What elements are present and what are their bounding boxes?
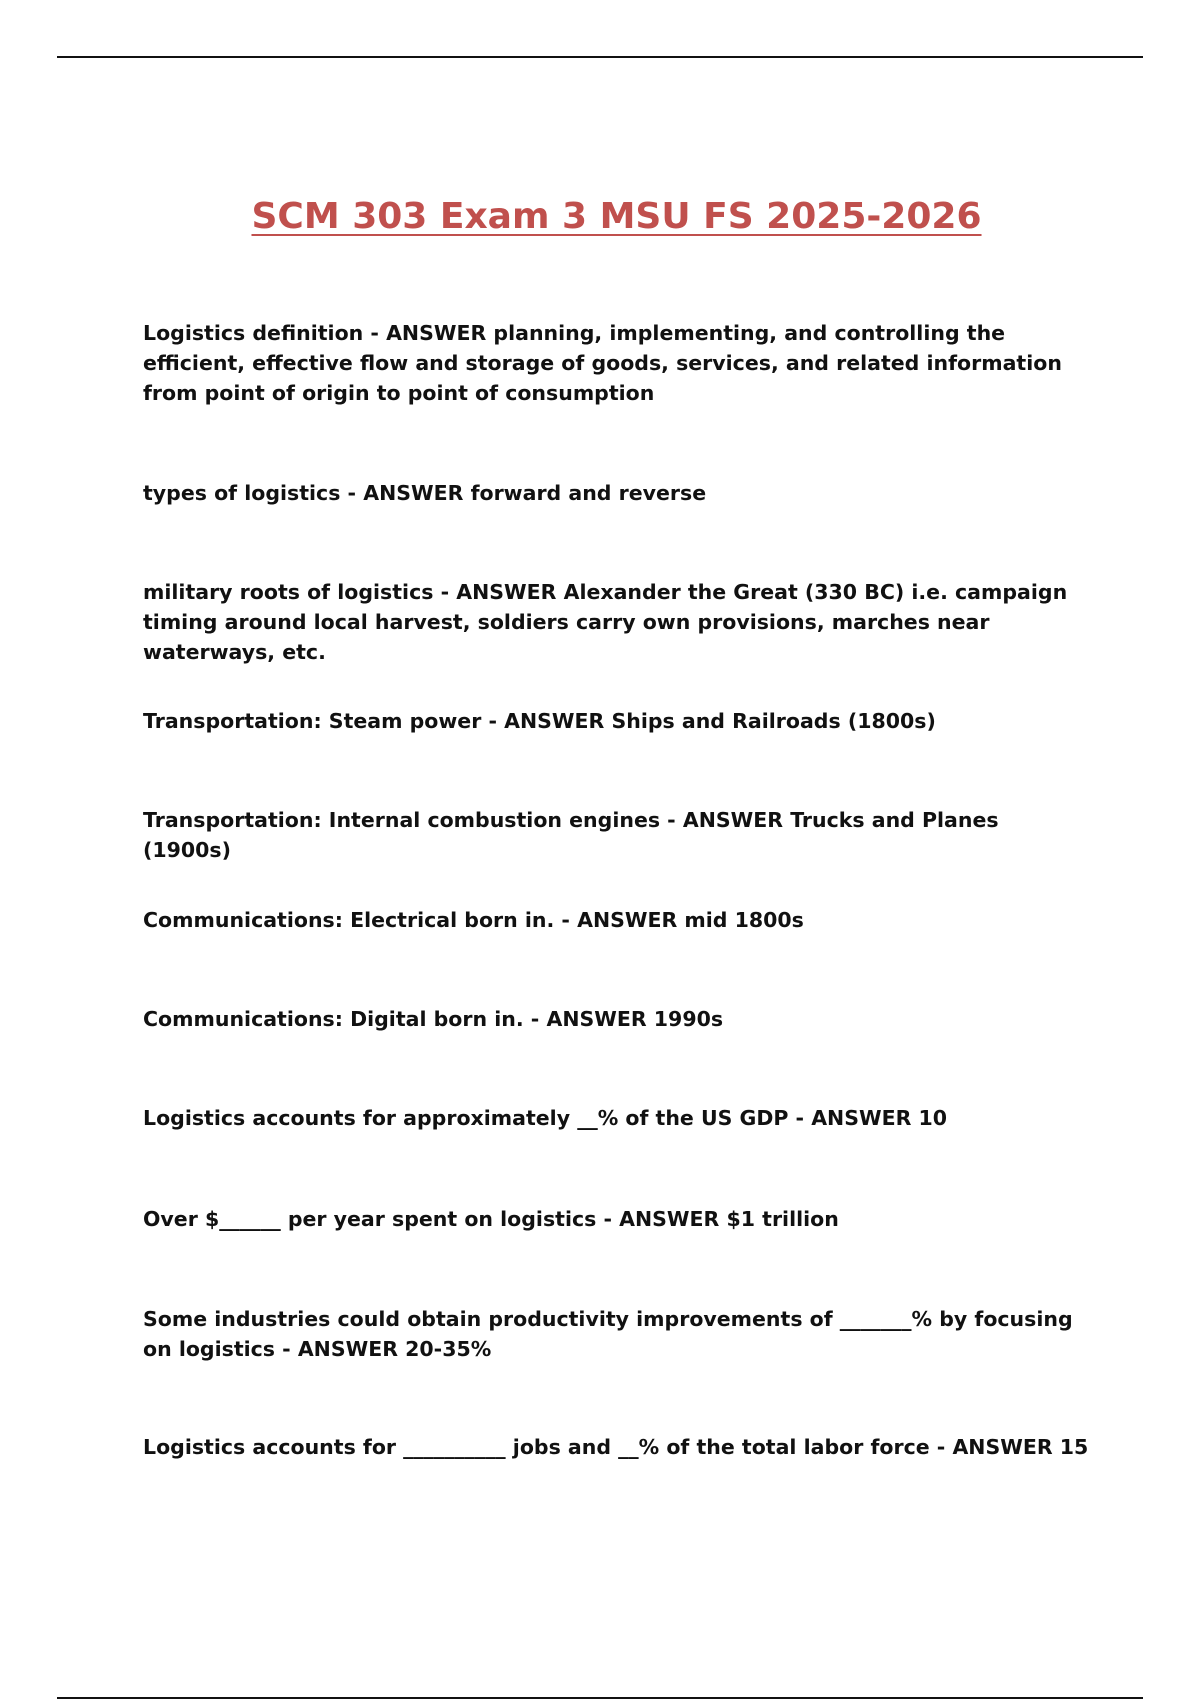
qa-item — [143, 1432, 1093, 1462]
question-text: Logistics accounts for __________ jobs and __% of the total labor force — [143, 1435, 930, 1459]
question-text: military roots of logistics — [143, 580, 434, 604]
qa-item — [143, 1004, 1093, 1034]
answer-text: 10 — [918, 1106, 948, 1130]
question-text: Transportation: Steam power — [143, 709, 482, 733]
answer-text: Ships and Railroads (1800s) — [611, 709, 936, 733]
qa-item — [143, 805, 1093, 865]
answer-label: ANSWER — [811, 1106, 912, 1130]
separator — [524, 1007, 547, 1031]
separator — [930, 1435, 953, 1459]
qa-item — [143, 1304, 1093, 1364]
answer-label: ANSWER — [546, 1007, 647, 1031]
question-text: Transportation: Internal combustion engines — [143, 808, 661, 832]
bottom-rule — [57, 1697, 1143, 1699]
page-title — [0, 196, 1200, 237]
top-rule — [57, 56, 1143, 58]
separator — [433, 580, 456, 604]
question-text: types of logistics — [143, 481, 341, 505]
question-text: Over $______ per year spent on logistics — [143, 1207, 597, 1231]
qa-item — [143, 905, 1093, 935]
answer-text: Alexander the Great (330 BC) i.e. campaign timing around local harvest, soldiers carry own provisions, marches near waterways, etc. — [143, 580, 1068, 664]
separator — [596, 1207, 619, 1231]
answer-label: ANSWER — [577, 908, 678, 932]
answer-text: 15 — [1059, 1435, 1089, 1459]
answer-label: ANSWER — [619, 1207, 720, 1231]
question-text: Communications: Digital born in. — [143, 1007, 524, 1031]
answer-label: ANSWER — [456, 580, 557, 604]
answer-text: planning, implementing, and controlling the efficient, effective flow and storage of goods, services, and related information from point of origin to point of consumption — [143, 321, 1062, 405]
qa-item — [143, 577, 1093, 667]
qa-item — [143, 478, 1093, 508]
answer-text: Trucks and Planes (1900s) — [143, 808, 999, 862]
answer-text: 1990s — [653, 1007, 724, 1031]
question-text: Logistics definition — [143, 321, 364, 345]
qa-item — [143, 706, 1093, 736]
separator — [660, 808, 683, 832]
separator — [788, 1106, 811, 1130]
answer-label: ANSWER — [952, 1435, 1053, 1459]
answer-text: forward and reverse — [470, 481, 707, 505]
answer-label: ANSWER — [297, 1337, 399, 1361]
separator — [363, 321, 386, 345]
separator — [275, 1337, 298, 1361]
answer-label: ANSWER — [363, 481, 464, 505]
qa-item — [143, 1204, 1093, 1234]
answer-label: ANSWER — [386, 321, 487, 345]
question-text: Logistics accounts for approximately __% of the US GDP — [143, 1106, 789, 1130]
separator — [340, 481, 363, 505]
answer-text: 20-35% — [405, 1337, 492, 1361]
qa-item — [143, 1103, 1093, 1133]
answer-label: ANSWER — [682, 808, 784, 832]
question-text: Some industries could obtain productivity improvements of _______% by focusing on logistics — [143, 1307, 1073, 1361]
answer-text: $1 trillion — [726, 1207, 839, 1231]
page-title-text: SCM 303 Exam 3 MSU FS 2025-2026 — [251, 196, 982, 237]
answer-text: mid 1800s — [684, 908, 804, 932]
answer-label: ANSWER — [504, 709, 605, 733]
separator — [554, 908, 577, 932]
question-text: Communications: Electrical born in. — [143, 908, 555, 932]
qa-item — [143, 318, 1093, 408]
separator — [481, 709, 504, 733]
